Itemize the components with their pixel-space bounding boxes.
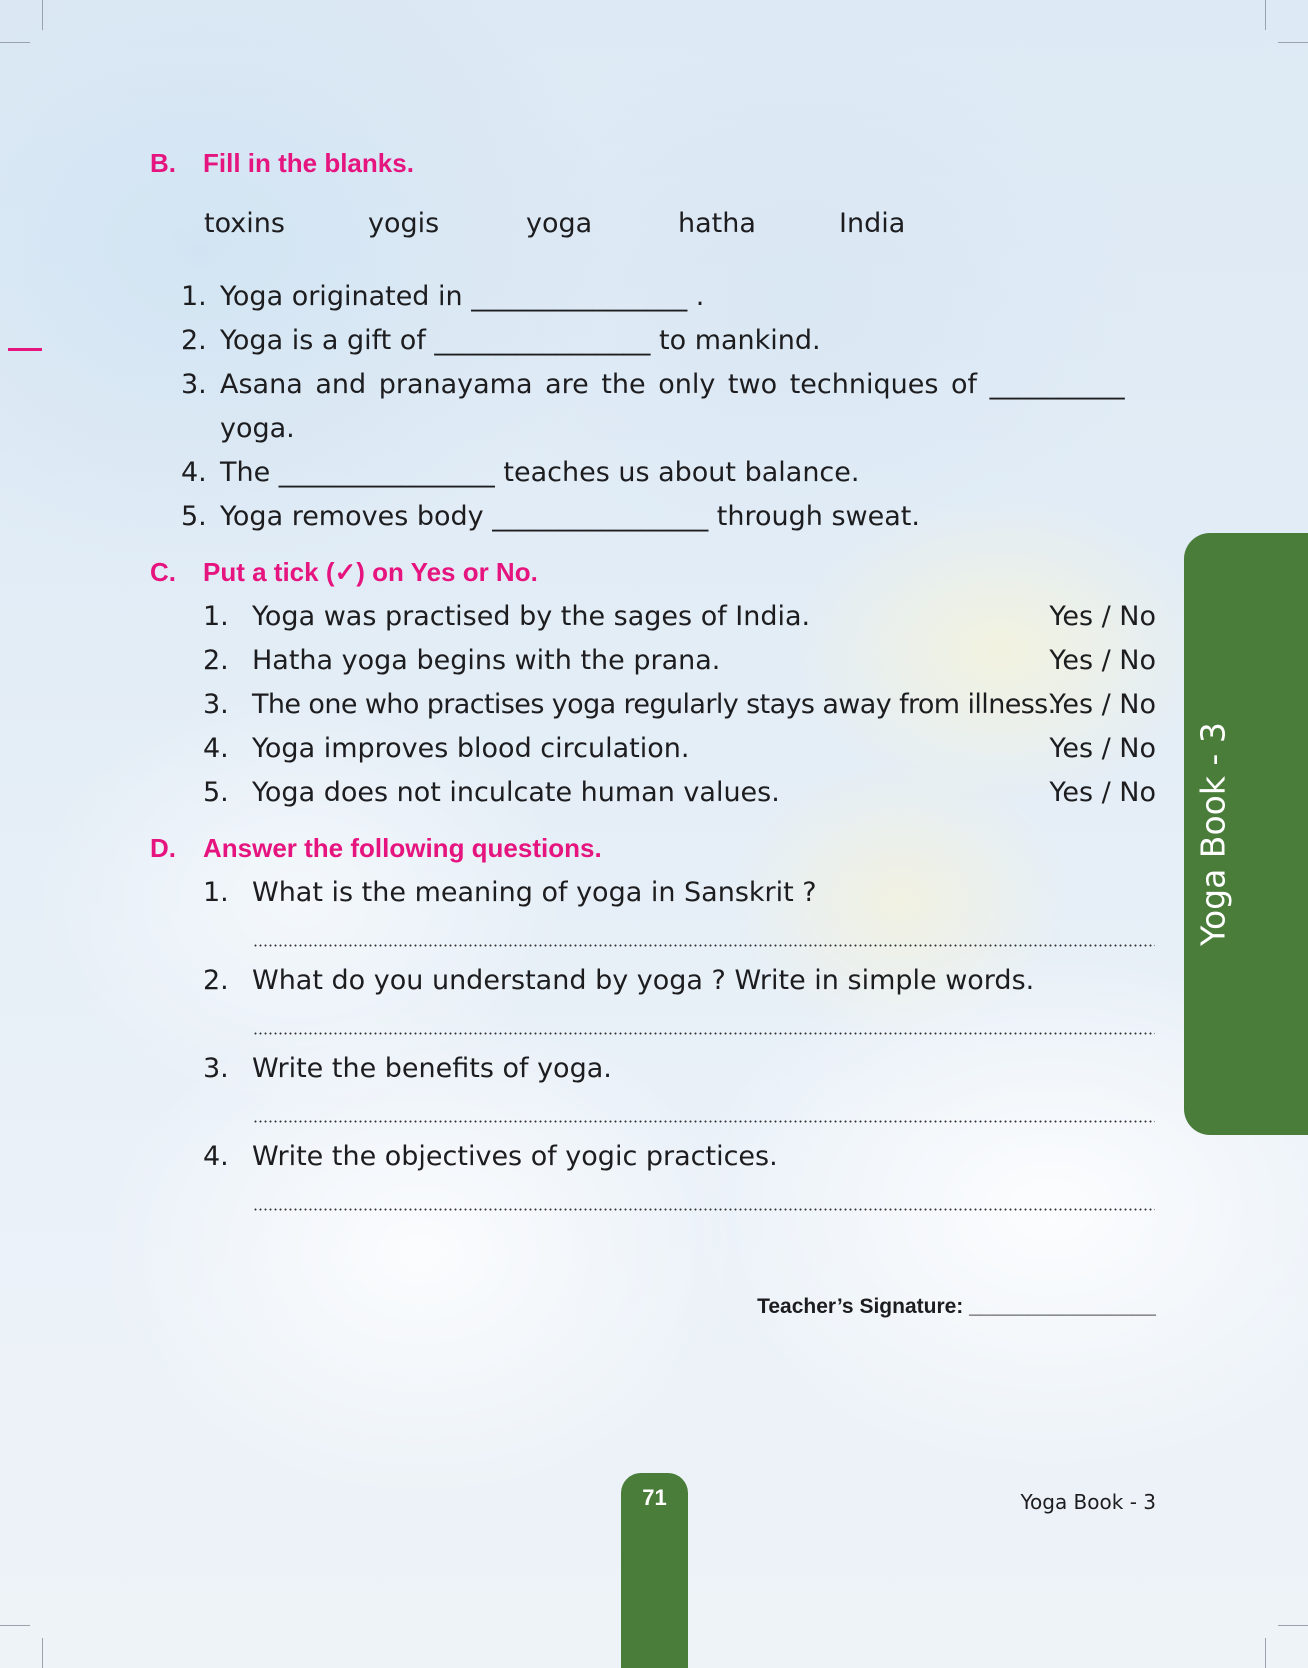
section-title: Answer the following questions.: [203, 833, 602, 863]
item-text: What do you understand by yoga ? Write in simple words.: [252, 965, 1035, 996]
answer-line[interactable]: [253, 1208, 1155, 1211]
side-tab-label: Yoga Book - 3: [1193, 722, 1233, 946]
section-letter: D.: [150, 833, 176, 863]
item-text: Asana and pranayama are the only two techniques of __________: [220, 369, 1125, 400]
answer-line[interactable]: [253, 1120, 1155, 1123]
item-text: Yoga was practised by the sages of India.: [252, 601, 811, 632]
yes-no-choice[interactable]: Yes / No: [1049, 733, 1156, 764]
item-text: Write the benefits of yoga.: [252, 1053, 612, 1084]
word-bank-item: India: [839, 208, 906, 239]
item-number: 2.: [181, 325, 207, 356]
yes-no-choice[interactable]: Yes / No: [1049, 777, 1156, 808]
word-bank-item: yoga: [526, 208, 593, 239]
section-letter: B.: [150, 148, 176, 178]
item-number: 1.: [203, 601, 229, 632]
item-number: 3.: [203, 689, 229, 720]
item-text: The one who practises yoga regularly stays away from illness.: [252, 689, 1056, 720]
item-number: 1.: [181, 281, 207, 312]
item-number: 5.: [203, 777, 229, 808]
answer-line[interactable]: [253, 1032, 1155, 1035]
item-text: Hatha yoga begins with the prana.: [252, 645, 721, 676]
margin-marker: [8, 348, 42, 351]
crop-mark: [1265, 0, 1266, 30]
item-text: Write the objectives of yogic practices.: [252, 1141, 778, 1172]
item-number: 2.: [203, 965, 229, 996]
item-text: What is the meaning of yoga in Sanskrit ?: [252, 877, 817, 908]
item-number: 2.: [203, 645, 229, 676]
section-title: Put a tick (✓) on Yes or No.: [203, 557, 538, 587]
item-text: Yoga removes body ________________ through sweat.: [220, 501, 920, 532]
crop-mark: [42, 1638, 43, 1668]
crop-mark: [1265, 1638, 1266, 1668]
item-text: Yoga originated in ________________ .: [220, 281, 705, 312]
item-number: 4.: [203, 1141, 229, 1172]
crop-mark: [1278, 42, 1308, 43]
page-number-tab: [621, 1473, 688, 1668]
yes-no-choice[interactable]: Yes / No: [1049, 689, 1156, 720]
teacher-signature: Teacher’s Signature: ________________: [757, 1295, 1156, 1318]
crop-mark: [0, 1625, 30, 1626]
footer-book-title: Yoga Book - 3: [1020, 1490, 1156, 1514]
item-text: Yoga is a gift of ________________ to mankind.: [220, 325, 821, 356]
answer-line[interactable]: [253, 944, 1155, 947]
word-bank-item: hatha: [678, 208, 756, 239]
item-text: Yoga improves blood circulation.: [252, 733, 690, 764]
word-bank-item: toxins: [204, 208, 285, 239]
item-text: The ________________ teaches us about balance.: [220, 457, 860, 488]
item-number: 4.: [203, 733, 229, 764]
yes-no-choice[interactable]: Yes / No: [1049, 645, 1156, 676]
yes-no-choice[interactable]: Yes / No: [1049, 601, 1156, 632]
section-title: Fill in the blanks.: [203, 148, 414, 178]
item-number: 4.: [181, 457, 207, 488]
item-text: yoga.: [220, 413, 295, 444]
crop-mark: [0, 42, 30, 43]
item-number: 1.: [203, 877, 229, 908]
word-bank-item: yogis: [368, 208, 440, 239]
page-number: 71: [642, 1485, 667, 1510]
item-number: 5.: [181, 501, 207, 532]
crop-mark: [42, 0, 43, 30]
crop-mark: [1278, 1625, 1308, 1626]
item-text: Yoga does not inculcate human values.: [252, 777, 780, 808]
item-number: 3.: [203, 1053, 229, 1084]
item-number: 3.: [181, 369, 207, 400]
section-letter: C.: [150, 557, 176, 587]
